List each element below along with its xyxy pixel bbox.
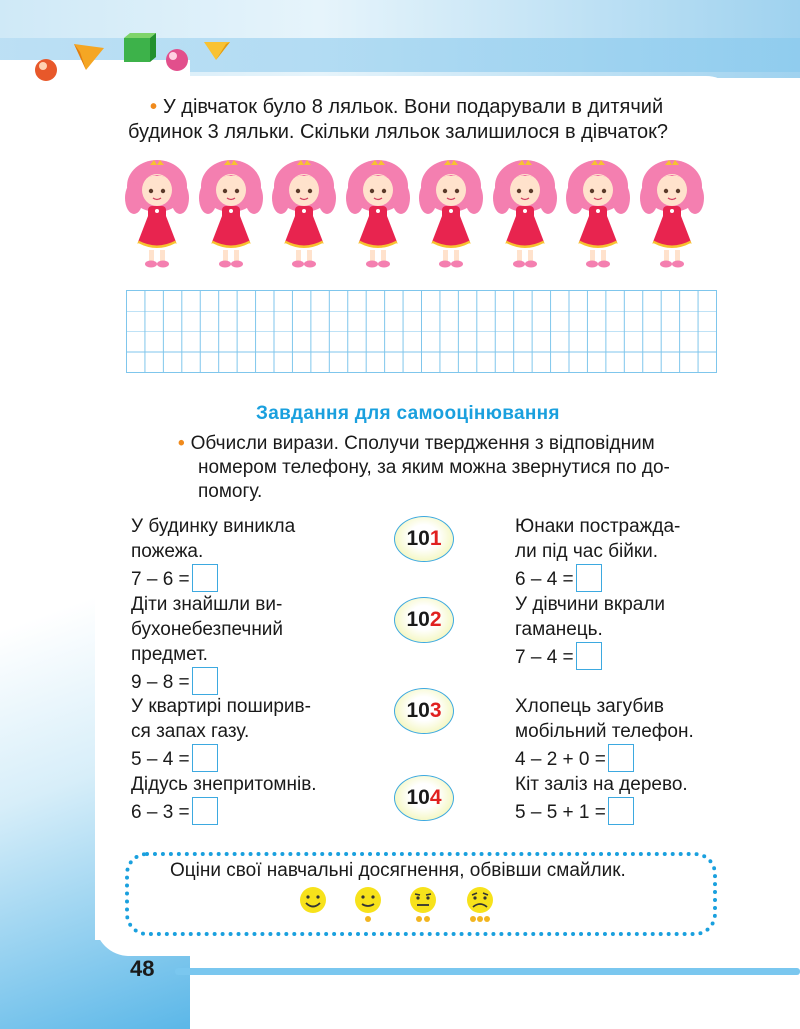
page-number: 48 [130, 956, 155, 981]
doll-icon [198, 156, 264, 272]
answer-grid[interactable] [126, 290, 717, 373]
doll-icon [124, 156, 190, 272]
smile-one-dot-icon[interactable] [351, 884, 385, 924]
answer-box[interactable] [608, 744, 634, 772]
right-item-3-expr: 4 – 2 + 0 = [515, 749, 606, 770]
answer-box[interactable] [192, 564, 218, 592]
left-item-1 [131, 514, 295, 592]
left-item-3-expr: 5 – 4 = [131, 749, 190, 770]
right-item-3 [515, 694, 694, 772]
answer-box[interactable] [608, 797, 634, 825]
neutral-two-dots-icon[interactable] [406, 884, 440, 924]
page-footer-line [175, 968, 800, 975]
right-item-3-line-1: Хлопець загубив [515, 696, 664, 717]
right-item-3-line-2: мобільний телефон. [515, 721, 694, 742]
phone-103[interactable] [394, 688, 454, 734]
right-item-4-expr: 5 – 5 + 1 = [515, 802, 606, 823]
bullet-icon: • [178, 433, 185, 454]
answer-box[interactable] [192, 667, 218, 695]
instruction-line-1 [178, 431, 655, 456]
sad-three-dots-icon[interactable] [463, 884, 497, 924]
left-item-1-expr: 7 – 6 = [131, 569, 190, 590]
right-item-2-expr: 7 – 4 = [515, 647, 574, 668]
phone-prefix: 10 [406, 608, 430, 631]
right-item-2-line-1: У дівчини вкрали [515, 594, 666, 615]
doll-icon [639, 156, 705, 272]
left-item-2-expr: 9 – 8 = [131, 672, 190, 693]
right-item-4 [515, 772, 688, 825]
instruction-line-3: помогу. [198, 481, 263, 502]
left-item-1-line-1: У будинку виникла [131, 516, 296, 537]
left-item-4 [131, 772, 317, 825]
phone-digit: 4 [429, 786, 442, 809]
phone-104[interactable] [394, 775, 454, 821]
left-item-3 [131, 694, 311, 772]
left-item-4-expr: 6 – 3 = [131, 802, 190, 823]
left-item-4-line-1: Дідусь знепритомнів. [131, 774, 317, 795]
right-item-1-line-1: Юнаки постражда- [515, 516, 681, 537]
phone-digit: 2 [429, 608, 442, 631]
phone-prefix: 10 [406, 527, 430, 550]
left-item-1-line-2: пожежа. [131, 541, 204, 562]
phone-digit: 3 [429, 699, 442, 722]
answer-box[interactable] [192, 744, 218, 772]
phone-102[interactable] [394, 597, 454, 643]
answer-box[interactable] [576, 564, 602, 592]
problem-text-1: У дівчаток було 8 ляльок. Вони подарували в дитячий [163, 96, 664, 118]
left-item-3-line-2: ся запах газу. [131, 721, 250, 742]
smile-icon[interactable] [296, 884, 330, 924]
phone-digit: 1 [429, 527, 442, 550]
doll-icon [271, 156, 337, 272]
phone-prefix: 10 [406, 699, 430, 722]
answer-box[interactable] [576, 642, 602, 670]
doll-icon [565, 156, 631, 272]
right-item-1 [515, 514, 680, 592]
answer-box[interactable] [192, 797, 218, 825]
right-item-2 [515, 592, 665, 670]
doll-icon [345, 156, 411, 272]
doll-icon [492, 156, 558, 272]
phone-101[interactable] [394, 516, 454, 562]
right-item-2-line-2: гаманець. [515, 619, 603, 640]
left-item-2-line-3: предмет. [131, 644, 208, 665]
problem-line-2: будинок 3 ляльки. Скільки ляльок залишилося в дівчаток? [128, 121, 669, 143]
problem-line-1 [150, 95, 663, 120]
bullet-icon: • [150, 96, 158, 118]
left-item-2-line-1: Діти знайшли ви- [131, 594, 283, 615]
section-title: Завдання для самооцінювання [256, 403, 560, 424]
decor-shapes-icon [30, 30, 240, 86]
doll-icon [418, 156, 484, 272]
phone-prefix: 10 [406, 786, 430, 809]
left-item-3-line-1: У квартирі поширив- [131, 696, 311, 717]
right-item-1-line-2: ли під час бійки. [515, 541, 659, 562]
left-item-2 [131, 592, 283, 695]
instruction-text-1: Обчисли вирази. Сполучи твердження з відповідним [190, 433, 655, 454]
self-rating-text: Оціни свої навчальні досягнення, обвівши смайлик. [170, 860, 626, 881]
left-item-2-line-2: бухонебезпечний [131, 619, 284, 640]
instruction-line-2: номером телефону, за яким можна звернутися по до- [198, 457, 670, 478]
right-item-4-line-1: Кіт заліз на дерево. [515, 774, 688, 795]
right-item-1-expr: 6 – 4 = [515, 569, 574, 590]
